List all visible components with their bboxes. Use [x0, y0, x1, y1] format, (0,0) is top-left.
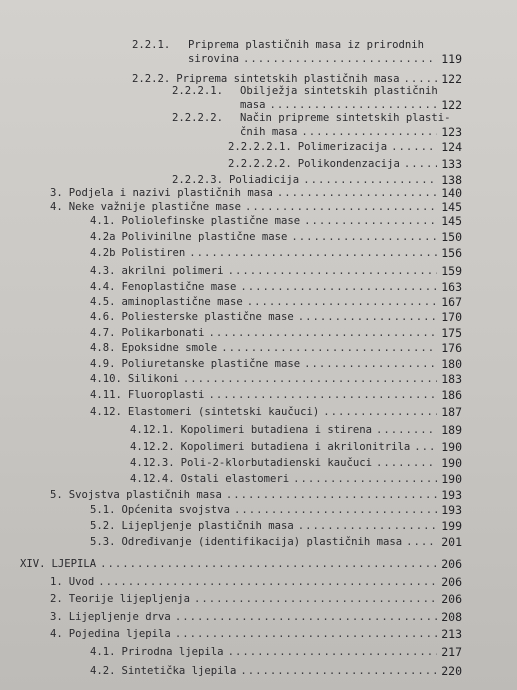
- dot-leader: [208, 326, 437, 340]
- toc-entry-title: Fluoroplasti: [127, 389, 205, 401]
- toc-entry-number: 2.2.2.2.2.: [228, 158, 292, 170]
- toc-entry[interactable]: [172, 125, 462, 139]
- toc-page-number: 122: [441, 98, 462, 112]
- toc-entry-title: Polikondenzacija: [297, 158, 400, 170]
- dot-leader: [234, 503, 437, 517]
- dot-leader: [98, 575, 437, 589]
- toc-page-number: 140: [441, 186, 462, 200]
- toc-entry-title: Neke važnije plastične mase: [68, 201, 241, 213]
- toc-entry-title: Polimerizacija: [297, 141, 388, 153]
- dot-leader: [208, 388, 437, 402]
- toc-entry-title: Svojstva plastičnih masa: [68, 489, 222, 501]
- dot-leader: [243, 52, 437, 66]
- toc-entry[interactable]: [90, 388, 462, 402]
- toc-entry-number: 4.8.: [90, 342, 116, 354]
- toc-entry-number: 4.2b: [90, 247, 116, 259]
- toc-entry-title: Prirodna ljepila: [121, 646, 224, 658]
- toc-entry-number: 3.: [50, 611, 63, 623]
- dot-leader: [240, 664, 437, 678]
- toc-entry[interactable]: [172, 173, 462, 187]
- toc-page-number: 206: [441, 557, 462, 571]
- toc-page-number: 189: [441, 423, 462, 437]
- toc-entry-title: LJEPILA: [51, 558, 97, 570]
- toc-page-number: 201: [441, 535, 462, 549]
- toc-page-number: 159: [441, 264, 462, 278]
- dot-leader: [175, 627, 437, 641]
- toc-page-number: 206: [441, 575, 462, 589]
- dot-leader: [404, 157, 437, 171]
- toc-entry[interactable]: [130, 456, 462, 470]
- toc-entry-title: Ostali elastomeri: [180, 473, 290, 485]
- dot-leader: [391, 140, 437, 154]
- dot-leader: [175, 610, 437, 624]
- dot-leader: [226, 488, 437, 502]
- toc-entry-title: Fenoplastične mase: [121, 281, 237, 293]
- toc-entry-title: Poliadicija: [229, 174, 300, 186]
- toc-entry-title: Kopolimeri butadiena i stirena: [180, 424, 372, 436]
- toc-entry-title: masa: [240, 99, 266, 111]
- toc-entry-number: 4.10.: [90, 373, 122, 385]
- dot-leader: [277, 186, 437, 200]
- toc-entry-number: 2.2.2.2.: [172, 112, 224, 124]
- toc-entry[interactable]: [90, 280, 462, 294]
- toc-entry-number: 5.3.: [90, 536, 116, 548]
- toc-page-number: 175: [441, 326, 462, 340]
- dot-leader: [245, 200, 437, 214]
- toc-entry-title: Teorije lijepljenja: [68, 593, 190, 605]
- dot-leader: [301, 125, 437, 139]
- toc-page-number: 122: [441, 72, 462, 86]
- toc-entry[interactable]: [228, 140, 462, 154]
- toc-entry[interactable]: [90, 503, 462, 517]
- dot-leader: [100, 557, 437, 571]
- toc-entry-number: 2.2.2.3.: [172, 174, 224, 186]
- toc-entry[interactable]: [90, 214, 462, 228]
- toc-page-number: 170: [441, 310, 462, 324]
- toc-entry[interactable]: [90, 519, 462, 533]
- toc-page-number: 145: [441, 200, 462, 214]
- toc-entry-title: akrilni polimeri: [121, 265, 224, 277]
- toc-entry-title: Kopolimeri butadiena i akrilonitrila: [180, 441, 411, 453]
- toc-entry[interactable]: [90, 246, 462, 260]
- toc-entry-number: 2.2.1.: [132, 39, 171, 51]
- dot-leader: [240, 280, 437, 294]
- dot-leader: [228, 264, 438, 278]
- toc-entry[interactable]: [50, 186, 462, 200]
- toc-entry-title: Poliuretanske plastične mase: [121, 358, 301, 370]
- toc-entry-title: Epoksidne smole: [121, 342, 218, 354]
- toc-page-number: 186: [441, 388, 462, 402]
- toc-page-number: 183: [441, 372, 462, 386]
- toc-entry-number: 5.2.: [90, 520, 116, 532]
- toc-page-number: 220: [441, 664, 462, 678]
- dot-leader: [247, 295, 438, 309]
- toc-entry-title-line: Obilježja sintetskih plastičnih: [240, 85, 438, 97]
- toc-page-number: 145: [441, 214, 462, 228]
- toc-entry-number: 4.12.2.: [130, 441, 175, 453]
- toc-entry-title: Sintetička ljepila: [121, 665, 237, 677]
- toc-entry[interactable]: [50, 200, 462, 214]
- toc-page-number: 187: [441, 405, 462, 419]
- toc-page-number: 193: [441, 503, 462, 517]
- toc-page-number: 176: [441, 341, 462, 355]
- dot-leader: [376, 423, 437, 437]
- toc-entry-number: 4.7.: [90, 327, 116, 339]
- toc-page-number: 190: [441, 456, 462, 470]
- toc-entry-number: 4.12.4.: [130, 473, 175, 485]
- toc-entry-number: 4.3.: [90, 265, 116, 277]
- toc-entry-number: 4.5.: [90, 296, 116, 308]
- dot-leader: [291, 230, 437, 244]
- dot-leader: [414, 440, 437, 454]
- toc-entry-number: 4.2.: [90, 665, 116, 677]
- toc-entry-title: sirovina: [188, 53, 240, 65]
- toc-page-number: 193: [441, 488, 462, 502]
- dot-leader: [293, 472, 437, 486]
- toc-entry-title: Poli-2-klorbutadienski kaučuci: [180, 457, 372, 469]
- toc-entry-title: Poliesterske plastične mase: [121, 311, 294, 323]
- toc-page-number: 208: [441, 610, 462, 624]
- toc-entry[interactable]: [90, 535, 462, 549]
- toc-entry-number: 2.2.2.: [132, 73, 171, 85]
- toc-entry-number: 4.1.: [90, 215, 116, 227]
- toc-page-number: 156: [441, 246, 462, 260]
- toc-entry[interactable]: [20, 557, 462, 571]
- dot-leader: [304, 214, 437, 228]
- toc-entry-number: 4.12.: [90, 406, 122, 418]
- toc-entry-title: Lijepljenje plastičnih masa: [121, 520, 294, 532]
- toc-entry-number: 4.11.: [90, 389, 122, 401]
- toc-entry-title: aminoplastične mase: [121, 296, 243, 308]
- toc-page-number: 190: [441, 472, 462, 486]
- toc-entry-number: 1.: [50, 576, 63, 588]
- toc-entry-number: 4.4.: [90, 281, 116, 293]
- toc-entry-title: Općenita svojstva: [121, 504, 230, 516]
- toc-entry[interactable]: [90, 341, 462, 355]
- toc-page-number: 138: [441, 173, 462, 187]
- toc-entry-number: 4.12.1.: [130, 424, 175, 436]
- toc-entry-title: Uvod: [68, 576, 95, 588]
- toc-entry-title: čnih masa: [240, 126, 298, 138]
- dot-leader: [194, 592, 437, 606]
- dot-leader: [298, 519, 437, 533]
- dot-leader: [183, 372, 437, 386]
- toc-page-number: 206: [441, 592, 462, 606]
- toc-entry-title: Lijepljenje drva: [68, 611, 171, 623]
- toc-entry-title: Elastomeri (sintetski kaučuci): [127, 406, 320, 418]
- toc-entry[interactable]: [130, 423, 462, 437]
- toc-entry-title: Priprema sintetskih plastičnih masa: [176, 73, 400, 85]
- toc-entry-number: 4.: [50, 201, 63, 213]
- toc-page-number: 213: [441, 627, 462, 641]
- toc-entry[interactable]: [50, 575, 462, 589]
- toc-entry-title: Pojedina ljepila: [68, 628, 171, 640]
- dot-leader: [406, 535, 437, 549]
- toc-entry[interactable]: [132, 52, 462, 66]
- toc-page-number: 133: [441, 157, 462, 171]
- toc-entry-number: 4.1.: [90, 646, 116, 658]
- toc-page-number: 217: [441, 645, 462, 659]
- toc-entry-number: XIV.: [20, 558, 46, 570]
- toc-entry-number: 2.: [50, 593, 63, 605]
- toc-entry-number: 2.2.2.2.1.: [228, 141, 292, 153]
- toc-entry-number: 5.: [50, 489, 63, 501]
- toc-page-number: 163: [441, 280, 462, 294]
- toc-entry-title: Određivanje (identifikacija) plastičnih masa: [121, 536, 403, 548]
- toc-page-number: 150: [441, 230, 462, 244]
- toc-entry-number: 4.2a: [90, 231, 116, 243]
- toc-page-number: 199: [441, 519, 462, 533]
- toc-entry-number: 2.2.2.1.: [172, 85, 224, 97]
- toc-page-number: 124: [441, 140, 462, 154]
- dot-leader: [228, 645, 438, 659]
- toc-entry-title: Silikoni: [127, 373, 179, 385]
- toc-entry[interactable]: [90, 230, 462, 244]
- toc-page-number: 180: [441, 357, 462, 371]
- toc-entry[interactable]: [90, 372, 462, 386]
- toc-entry-number: 3.: [50, 187, 63, 199]
- toc-entry-title: Polivinilne plastične mase: [121, 231, 288, 243]
- toc-entry[interactable]: [50, 610, 462, 624]
- dot-leader: [221, 341, 437, 355]
- dot-leader: [304, 357, 437, 371]
- dot-leader: [270, 98, 438, 112]
- toc-page-number: 190: [441, 440, 462, 454]
- toc-entry[interactable]: [172, 98, 462, 112]
- dot-leader: [303, 173, 437, 187]
- dot-leader: [189, 246, 437, 260]
- toc-entry-title: Polikarbonati: [121, 327, 205, 339]
- toc-entry[interactable]: [90, 264, 462, 278]
- toc-entry-number: 5.1.: [90, 504, 116, 516]
- dot-leader: [376, 456, 437, 470]
- toc-entry[interactable]: [90, 664, 462, 678]
- toc-entry-number: 4.6.: [90, 311, 116, 323]
- dot-leader: [298, 310, 437, 324]
- toc-entry-title-line: Priprema plastičnih masa iz prirodnih: [188, 39, 424, 51]
- toc-entry-number: 4.9.: [90, 358, 116, 370]
- toc-entry[interactable]: [90, 405, 462, 419]
- toc-entry[interactable]: [90, 295, 462, 309]
- toc-page-number: 167: [441, 295, 462, 309]
- toc-entry[interactable]: [90, 326, 462, 340]
- toc-page-number: 119: [441, 52, 462, 66]
- dot-leader: [323, 405, 437, 419]
- toc-entry[interactable]: [228, 157, 462, 171]
- toc-entry[interactable]: [90, 310, 462, 324]
- toc-entry-title-line: Način pripreme sintetskih plasti-: [240, 112, 451, 124]
- toc-entry[interactable]: [130, 440, 462, 454]
- toc-page-number: 123: [441, 125, 462, 139]
- toc-entry-title: Polistiren: [121, 247, 186, 259]
- toc-entry-title: Poliolefinske plastične mase: [121, 215, 301, 227]
- toc-entry-title: Podjela i nazivi plastičnih masa: [68, 187, 273, 199]
- toc-entry[interactable]: [90, 357, 462, 371]
- toc-entry[interactable]: [90, 645, 462, 659]
- toc-entry-number: 4.: [50, 628, 63, 640]
- toc-entry[interactable]: [50, 488, 462, 502]
- toc-entry[interactable]: [50, 627, 462, 641]
- toc-entry[interactable]: [50, 592, 462, 606]
- toc-entry-number: 4.12.3.: [130, 457, 175, 469]
- toc-entry[interactable]: [130, 472, 462, 486]
